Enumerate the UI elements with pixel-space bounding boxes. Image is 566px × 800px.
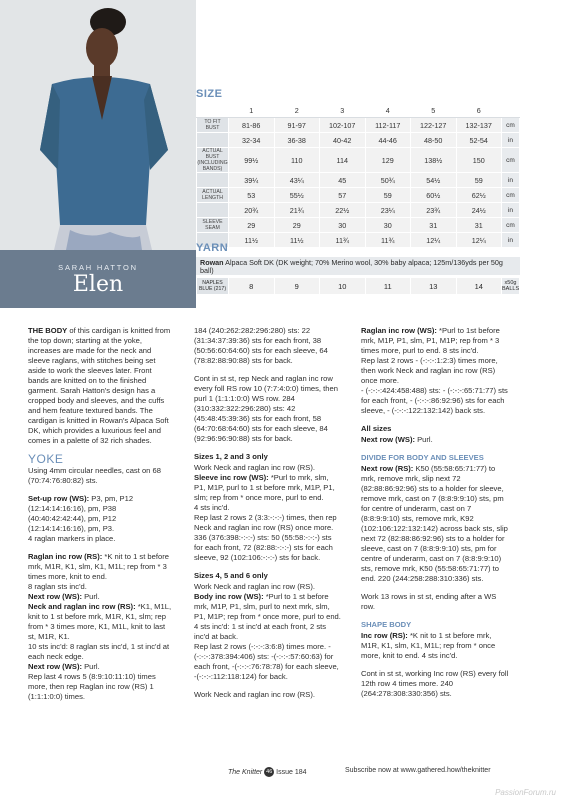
size-cell: 60½ (411, 188, 457, 203)
footer-subscribe[interactable]: Subscribe now at www.gathered.how/theknitter (345, 767, 491, 774)
size-cell: 114 (320, 148, 366, 173)
size-cell: 44-46 (365, 133, 411, 148)
size-cell: 55½ (274, 188, 320, 203)
yarn-quantity: 8 (229, 278, 275, 295)
size-cell: 150 (456, 148, 502, 173)
intro-lead: THE BODY (28, 326, 68, 335)
size-cell: 31 (411, 218, 457, 233)
size-heading: SIZE (196, 88, 223, 100)
repeat-4-result: - (-:-:-:424:458:488) sts: - (-:-:-:65:71:77) sts for each front, - (-:-:-:86:92:96) sts for each sleeve, - (-:-:-:122:132:142) back sts. (361, 386, 508, 415)
body-result: 4 sts inc'd: 1 st inc'd at each front, 2 sts inc'd at back. (194, 622, 327, 641)
size-row-label: SLEEVE SEAM (197, 218, 229, 233)
work-13-text: Work 13 rows in st st, ending after a WS row. (361, 592, 497, 611)
size-row (197, 133, 520, 148)
repeat-4-text: Rep last 2 rows - (-:-:-:1:2:3) times more, then work Neck and raglan inc row (RS) once more. (361, 356, 498, 385)
size-row-label (197, 203, 229, 218)
size-cell: 52-54 (456, 133, 502, 148)
size-unit: cm (502, 218, 520, 233)
size-cell: 50¾ (365, 173, 411, 188)
size-cell: 11¾ (365, 233, 411, 248)
size-row (197, 203, 520, 218)
yarn-colour-label: NAPLES BLUE (217) (197, 278, 229, 295)
size-row (197, 233, 520, 248)
size-row-label: ACTUAL LENGTH (197, 188, 229, 203)
next-row-label: Next row (WS): (28, 592, 82, 601)
size-cell: 1 (229, 103, 275, 118)
pattern-title: Elen (72, 272, 124, 297)
size-cell: 99½ (229, 148, 275, 173)
size-cell: 23¾ (411, 203, 457, 218)
sizes-456-block (194, 582, 342, 682)
yarn-quantity: 13 (411, 278, 457, 295)
size-cell: 4 (365, 103, 411, 118)
size-unit: in (502, 233, 520, 248)
size-cell: 29 (229, 218, 275, 233)
size-cell: 57 (320, 188, 366, 203)
size-cell: 62½ (456, 188, 502, 203)
raglan-ws-label: Raglan inc row (WS): (361, 326, 437, 335)
body-label: Body inc row (WS): (194, 592, 264, 601)
all-sizes-label: Next row (WS): (361, 435, 415, 444)
size-cell: 30 (320, 218, 366, 233)
size-unit: cm (502, 148, 520, 173)
sizes-456-heading: Sizes 4, 5 and 6 only (194, 571, 268, 580)
raglan-ws-block (361, 326, 511, 416)
size-cell: 11½ (229, 233, 275, 248)
size-cell: 39¼ (229, 173, 275, 188)
size-cell: 32-34 (229, 133, 275, 148)
size-cell: 23¼ (365, 203, 411, 218)
sizes-456-sub: Work Neck and raglan inc row (RS). (194, 582, 315, 591)
size-row-label (197, 103, 229, 118)
yoke-cast-on: Using 4mm circular needles, cast on 68 (70:74:76:80:82) sts. (28, 466, 161, 485)
raglan-label: Raglan inc row (RS): (28, 552, 103, 561)
size-cell: 53 (229, 188, 275, 203)
raglan-result: 8 raglan sts inc'd. (28, 582, 87, 591)
yoke-heading: YOKE (28, 452, 64, 466)
size-cell: 102-107 (320, 118, 366, 133)
watermark: PassionForum.ru (495, 788, 556, 797)
size-cell: 24½ (456, 203, 502, 218)
size-cell: 59 (365, 188, 411, 203)
column-1 (28, 326, 174, 710)
size-cell: 43¼ (274, 173, 320, 188)
all-sizes-heading: All sizes (361, 424, 392, 433)
stitch-count-1: 184 (240:262:282:296:280) sts: 22 (31:34:37:39:36) sts for each front, 38 (50:56:60:64:60) sts for each sleeve, 64 (78:82:88:90:88) sts for back. (194, 326, 328, 365)
yarn-heading: YARN (196, 242, 229, 254)
size-cell: 12¼ (456, 233, 502, 248)
repeat-3-text: Rep last 2 rows (-:-:-:3:6:8) times more. -(-:-:-:378:394:406) sts: -(-:-:-:57:60:63) for each front, -(-:-:-:76:78:78) for each sleeve, -(-:-:-:112:118:124) for back. (194, 642, 339, 681)
size-row (197, 173, 520, 188)
size-unit (502, 103, 520, 118)
neck-label: Neck and raglan inc row (RS): (28, 602, 136, 611)
yarn-details: Alpaca Soft DK (DK weight; 70% Merino wool, 30% baby alpaca; 125m/136yds per 50g ball) (200, 258, 503, 275)
raglan-text: *K nit to 1 st before mrk, M1R, K1, slm, K1, M1L; rep from * 3 times more, knit to end. (28, 552, 169, 581)
size-cell: 2 (274, 103, 320, 118)
size-row (197, 218, 520, 233)
size-cell: 81-86 (229, 118, 275, 133)
yarn-quantity: 14 (456, 278, 502, 295)
divide-label: Next row (RS): (361, 464, 414, 473)
cont-text: Cont in st st, working Inc row (RS) every foll 12th row 4 times more. 240 (264:278:308:330:356) sts. (361, 669, 509, 698)
next-row-text: Purl. (82, 592, 100, 601)
all-sizes-text: Purl. (415, 435, 433, 444)
size-row-label (197, 133, 229, 148)
sizes-123-block (194, 463, 342, 563)
body-text: *Purl to 1 st before mrk, M1P, P1, slm, purl to next mrk, slm, P1, M1P; rep from * once more, purl to end. (194, 592, 341, 621)
yarn-quantity: 10 (320, 278, 366, 295)
divide-block (361, 464, 511, 584)
size-row (197, 118, 520, 133)
size-unit: in (502, 173, 520, 188)
repeat-2-text: Rep last 2 rows 2 (3:3:-:-:-) times, then rep Neck and raglan inc row (RS) once more. 336 (376:398:-:-:-) sts: 50 (55:58:-:-:-) sts for each front, 72 (82:88:-:-:-) sts for each sleeve, 92 (102:106:-:-:-) sts for back. (194, 513, 337, 562)
size-cell: 5 (411, 103, 457, 118)
repeat-text: Rep last 4 rows 5 (8:9:10:11:10) times more, then rep Raglan inc row (RS) 1 (1:1:1:0:0) times. (28, 672, 156, 701)
yarn-quantity: 11 (365, 278, 411, 295)
intro-paragraph (28, 326, 174, 446)
neck-text: *K1, M1L, knit to 1 st before mrk, M1R, K1, slm; rep from * 3 times more, K1, M1L, knit to last st, M1R, K1. (28, 602, 172, 641)
column-3 (361, 326, 511, 707)
next-row2-label: Next row (WS): (28, 662, 82, 671)
size-row-label: TO FIT BUST (197, 118, 229, 133)
sizes-123-heading: Sizes 1, 2 and 3 only (194, 452, 268, 461)
size-cell: 112-117 (365, 118, 411, 133)
size-row (197, 188, 520, 203)
size-cell: 11¾ (320, 233, 366, 248)
size-cell: 45 (320, 173, 366, 188)
column-2 (194, 326, 342, 708)
inc-block (361, 631, 511, 661)
size-row-label (197, 173, 229, 188)
size-row (197, 103, 520, 118)
magazine-name: The Knitter (228, 768, 263, 776)
size-unit: cm (502, 118, 520, 133)
size-row-label: ACTUAL BUST (INCLUDING BANDS) (197, 148, 228, 172)
sleeve-text: *Purl to mrk, slm, P1, M1P, purl to 1 st before mrk, M1P, P1, slm; rep from * once more, purl to end. (194, 473, 335, 502)
size-unit: in (502, 133, 520, 148)
shape-body-heading: SHAPE BODY (361, 620, 412, 629)
size-cell: 29 (274, 218, 320, 233)
inc-label: Inc row (RS): (361, 631, 408, 640)
markers-text: 4 raglan markers in place. (28, 534, 116, 543)
sleeve-result: 4 sts inc'd. (194, 503, 230, 512)
size-cell: 36-38 (274, 133, 320, 148)
all-sizes-block (361, 435, 511, 445)
size-unit: in (502, 203, 520, 218)
yarn-quantity: 9 (274, 278, 320, 295)
yarn-row (197, 278, 520, 295)
designer-name: SARAH HATTON (58, 263, 138, 272)
footer-magazine (228, 767, 307, 777)
divide-text: K50 (55:58:65:71:77) to mrk, remove mrk, slip next 72 (82:88:86:92:96) sts to a holder for sleeve, remove mrk, cast on 7 (8:8:9:9:10) sts, pm for centre of underarm, cast on 7 (8:8:9:9:10) sts, remove mrk, K92 (102:106:122:132:142) across back sts, slip next 72 (82:88:86:92:96) sts to a holder for sleeve, cast on 7 (8:8:9:9:10) sts, pm for centre of underarm, cast on 7 (8:8:9:9:10) sts, remove mrk, K50 (55:58:65:71:77) to end. 220 (244:258:288:310:336) sts. (361, 464, 508, 583)
size-cell: 40-42 (320, 133, 366, 148)
page-number: 46 (266, 769, 273, 775)
yarn-table (196, 277, 520, 295)
size-cell: 20¾ (229, 203, 275, 218)
size-row (197, 148, 520, 173)
size-cell: 138½ (411, 148, 457, 173)
size-cell: 21¾ (274, 203, 320, 218)
yarn-unit: x50g BALLS (502, 278, 520, 295)
yarn-description (196, 257, 520, 275)
next-row2-text: Purl. (82, 662, 100, 671)
size-cell: 11½ (274, 233, 320, 248)
size-cell: 6 (456, 103, 502, 118)
size-cell: 91-97 (274, 118, 320, 133)
size-cell: 30 (365, 218, 411, 233)
inc-text: *K nit to 1 st before mrk, M1R, K1, slm, K1, M1L; rep from * once more, knit to end. 4 sts inc'd. (361, 631, 496, 660)
model-photo (0, 0, 196, 308)
size-cell: 110 (274, 148, 320, 173)
size-cell: 48-50 (411, 133, 457, 148)
size-table (196, 102, 520, 248)
raglan-ws-text: *Purl to 1st before mrk, M1P, P1, slm, P1, M1P; rep from * 3 times more, purl to end. 8 sts inc'd. (361, 326, 500, 355)
size-unit: cm (502, 188, 520, 203)
raglan-inc-row (28, 552, 174, 702)
setup-text: P3, pm, P12 (12:14:14:16:16), pm, P38 (40:40:42:42:44), pm, P12 (12:14:14:16:16), pm, P3. (28, 494, 134, 533)
intro-text: of this cardigan is knitted from the top down; starting at the yoke, increases are made for the neck and sleeve raglans, with stitches being set aside to work the sleeves later. Front bands are knitted on to the finished garment. Sarah Hatton's design has a cropped body and sleeves, and the cuffs and hem feature textured bands. The cardigan is knitted in Rowan's Alpaca Soft DK, which provides a luxurious feel and comes in a palette of 32 rich shades. (28, 326, 171, 445)
final-text: Work Neck and raglan inc row (RS). (194, 690, 315, 699)
size-cell: 54½ (411, 173, 457, 188)
model-illustration (0, 0, 196, 250)
yarn-brand: Rowan (200, 258, 224, 267)
size-cell: 3 (320, 103, 366, 118)
size-cell: 31 (456, 218, 502, 233)
neck-result: 10 sts inc'd: 8 raglan sts inc'd, 1 st inc'd at each neck edge. (28, 642, 170, 661)
size-cell: 12¼ (411, 233, 457, 248)
size-cell: 122-127 (411, 118, 457, 133)
sizes-123-sub: Work Neck and raglan inc row (RS). (194, 463, 315, 472)
size-cell: 22½ (320, 203, 366, 218)
sleeve-label: Sleeve inc row (WS): (194, 473, 269, 482)
stitch-count-2: Cont in st st, rep Neck and raglan inc row every foll RS row 10 (7:7:4:0:0) times, then purl 1 (1:1:1:0:0) WS row. 284 (310:332:322:296:280) sts: 42 (45:48:45:39:36) sts for each front, 58 (64:70:68:64:60) sts for each sleeve, 84 (92:96:96:90:88) sts for back. (194, 374, 338, 443)
size-cell: 59 (456, 173, 502, 188)
setup-label: Set-up row (WS): (28, 494, 90, 503)
size-cell: 132-137 (456, 118, 502, 133)
issue-number: Issue 184 (276, 768, 307, 776)
divide-heading: DIVIDE FOR BODY AND SLEEVES (361, 453, 484, 462)
size-cell: 129 (365, 148, 411, 173)
setup-row (28, 494, 174, 544)
